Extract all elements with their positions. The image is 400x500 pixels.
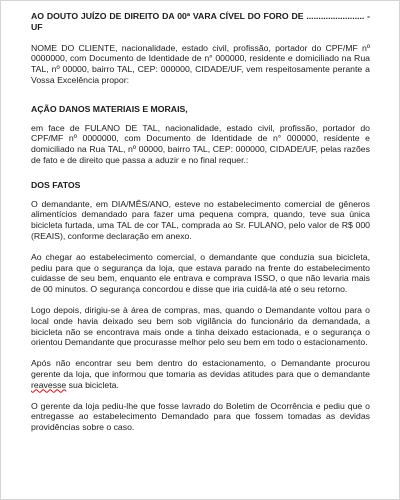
facts-heading: DOS FATOS xyxy=(31,179,81,190)
spellcheck-flagged-word[interactable]: reavesse xyxy=(31,379,67,390)
facts-paragraph: O demandante, em DIA/MÊS/ANO, esteve no estabelecimento comercial de gêneros alimentícios demandado para fazer uma pequena compra, quando, teve sua única bicicleta furtada, uma TAL de cor TAL, comprada ao Sr. FULANO, pelo valor de R$ 000 (REAIS), conforme declaração em anexo. xyxy=(31,198,370,241)
facts-paragraph-text: sua bicicleta. xyxy=(66,379,119,390)
facts-paragraph xyxy=(31,358,370,390)
defendant-qualification-paragraph: em face de FULANO DE TAL, nacionalidade, estado civil, profissão, portador do CPF/MF nº 0000000, com Documento de Identidade de n° 000000, residente e domiciliado na Rua TAL, nº 00000, bairro TAL, CEP: 000000, CIDADE/UF, pelas razões de fato e de direito que passa a aduzir e no final requer.: xyxy=(31,122,370,165)
court-address-title: AO DOUTO JUÍZO DE DIREITO DA 00ª VARA CÍVEL DO FORO DE ........................ - UF xyxy=(31,11,370,32)
plaintiff-qualification-paragraph: NOME DO CLIENTE, nacionalidade, estado civil, profissão, portador do CPF/MF nº 0000000, com Documento de Identidade de n° 000000, residente e domiciliado na Rua TAL, nº 00000, bairro TAL, CEP: 000000, CIDADE/UF, vem respeitosamente perante a Vossa Excelência propor: xyxy=(31,42,370,85)
document-body xyxy=(31,11,370,433)
action-heading: AÇÃO DANOS MATERIAIS E MORAIS, xyxy=(31,103,188,114)
facts-paragraph: O gerente da loja pediu-lhe que fosse lavrado do Boletim de Ocorrência e pediu que o entregasse ao estabelecimento Demandado para que fossem tomadas as devidas providências sobre o caso. xyxy=(31,400,370,433)
facts-paragraph: Ao chegar ao estabelecimento comercial, o demandante que conduzia sua bicicleta, pediu para que o segurança da loja, que estava parado na frente do estabelecimento cuidasse de seu bem, enquanto ele entrava e comprava ISSO, o que não levaria mais de 00 minutos. O segurança concordou e disse que iria cuidá-la até o seu retorno. xyxy=(31,251,370,295)
facts-paragraph: Logo depois, dirigiu-se à área de compras, mas, quando o Demandante voltou para o local onde havia deixado seu bem sob vigilância do funcionário da demandada, a bicicleta não se encontrava mais onde a tinha deixado estacionada, e o segurança o orientou Demandante que procurasse melhor pelo seu bem em todo o estacionamento. xyxy=(31,304,370,348)
facts-paragraph-text: Após não encontrar seu bem dentro do estacionamento, o Demandante procurou gerente da loja, que informou que tomaria as devidas atitudes para que o demandante xyxy=(31,358,370,379)
